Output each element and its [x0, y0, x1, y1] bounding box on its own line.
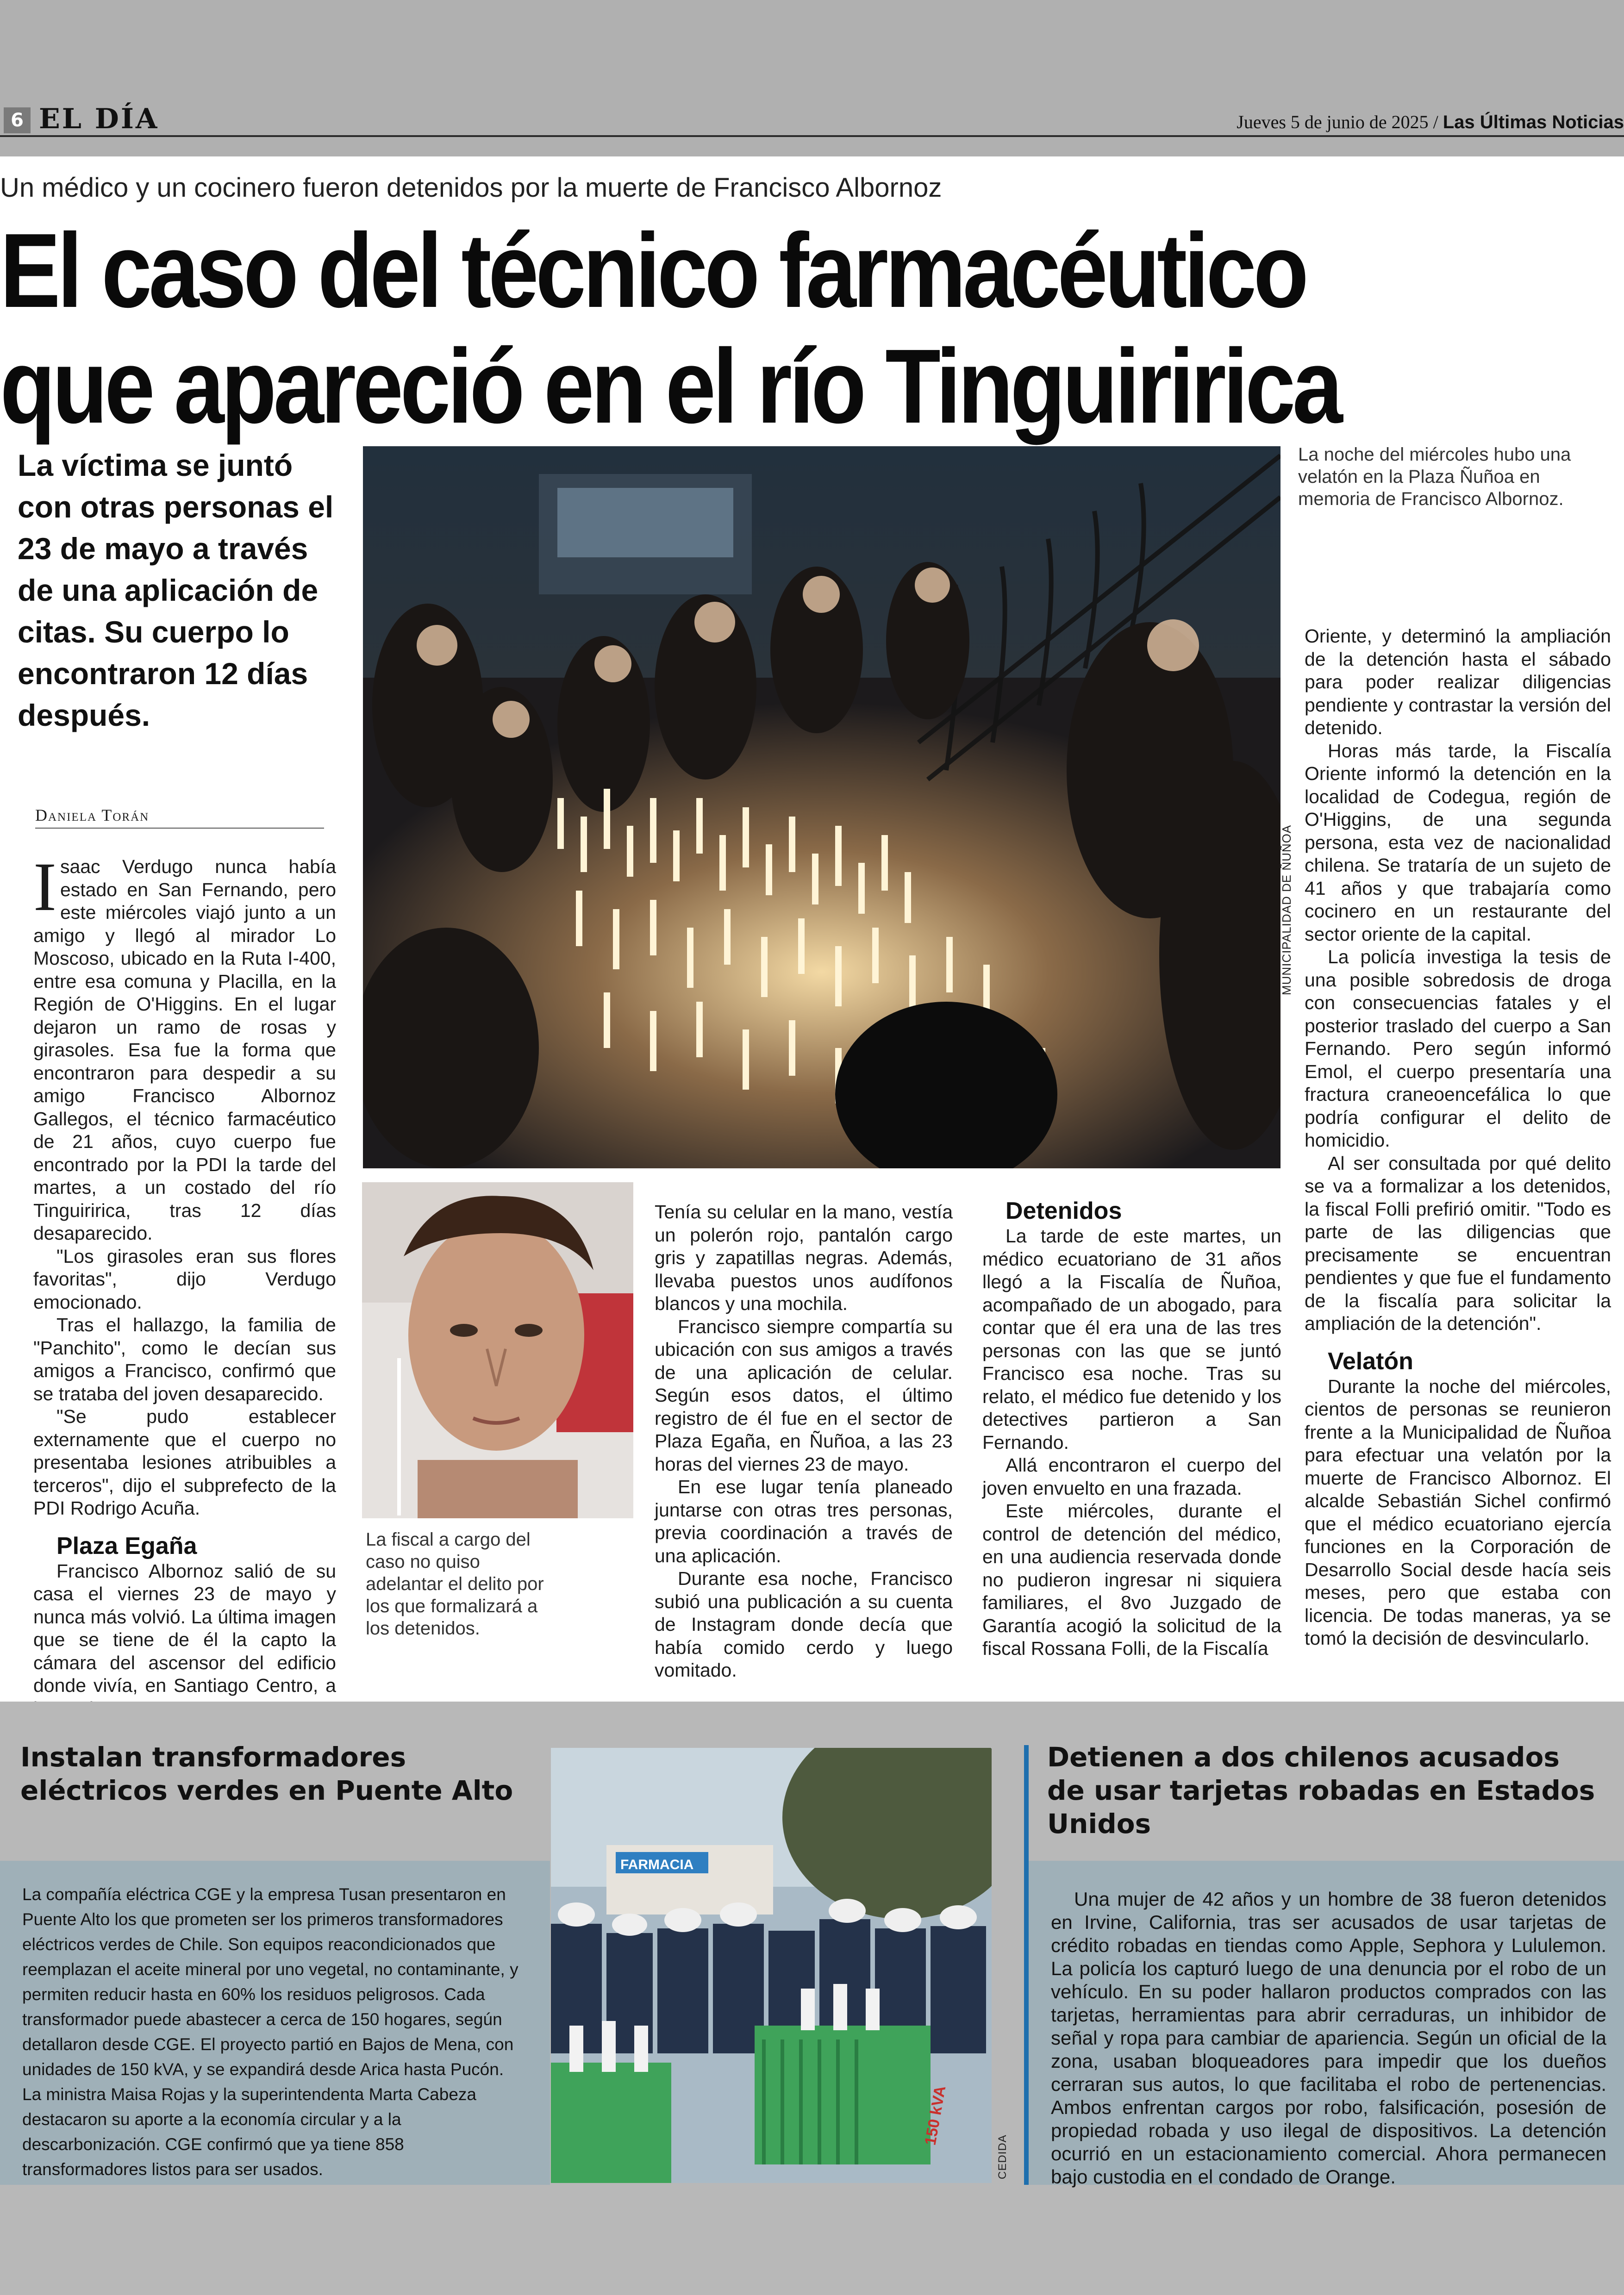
transformer-photo-sign: FARMACIA — [620, 1857, 694, 1872]
vigil-photo — [363, 446, 1280, 1168]
victim-portrait-photo — [362, 1182, 633, 1518]
article-paragraph: Durante la noche del miércoles, cientos de personas se reunieron frente a la Municipalidad de Ñuñoa para efectuar una velatón por la muerte de Francisco Albornoz. El alcalde Sebastián Sichel confirmó que el médico ecuatoriano ejercía funciones en la Corporación de Desarrollo Social desde hacía seis meses, pero que estaba con licencia. De todas maneras, ya se tomó la decisión de desvincularlo. — [1305, 1375, 1611, 1649]
brief-left-title: Instalan transformadores eléctricos verdes en Puente Alto — [20, 1741, 513, 1806]
article-paragraph: Horas más tarde, la Fiscalía Oriente informó la detención en la localidad de Codegua, región de O'Higgins, de una segunda persona, esta vez de nacionalidad chilena. Se trataría de un sujeto de 41 años y que trabajaría como cocinero en un restaurante del sector oriente de la capital. — [1305, 740, 1611, 945]
article-paragraph: Francisco Albornoz salió de su casa el viernes 23 de mayo y nunca más volvió. La última imagen que se tiene de él la capto la cámara del ascensor del edificio donde vivía, en Santiago Centro, a — [33, 1560, 336, 1696]
brief-right-title: Detienen a dos chilenos acusados de usar tarjetas robadas en Estados Unidos — [1047, 1741, 1595, 1840]
page-number: 6 — [4, 107, 31, 133]
article-paragraph — [33, 848, 336, 1245]
transformer-label: 150 kVA — [921, 2084, 949, 2147]
article-column-3 — [655, 1201, 953, 1682]
vigil-photo-caption: La noche del miércoles hubo una velatón en la Plaza Ñuñoa en memoria de Francisco Albornoz. — [1298, 444, 1571, 509]
vigil-photo-credit: MUNICIPALIDAD DE ÑUÑOA — [1280, 824, 1293, 995]
article-kicker: Un médico y un cocinero fueron detenidos por la muerte de Francisco Albornoz — [0, 173, 942, 203]
article-column-5 — [1305, 625, 1611, 1650]
article-standfirst: La víctima se juntó con otras personas el 23 de mayo a través de una aplicación de citas. Su cuerpo lo encontraron 12 días después. — [18, 448, 334, 732]
paragraph-text: saac Verdugo nunca había estado en San Fernando, pero este miércoles viajó junto a un amigo y llegó al mirador Lo Moscoso, ubicado en la Ruta I-400, entre esa comuna y Placilla, en la Región de O'Higgins. En el lugar dejaron un ramo de rosas y girasoles. Esa fue la forma que encontraron para despedir a su amigo Francisco Albornoz Gallegos, el técnico farmacéutico de 21 años, cuyo cuerpo fue encontrado por la PDI la tarde del martes, a un costado del río Tinguiririca, tras 12 días desaparecido. — [33, 856, 336, 1244]
article-subhead: Detenidos — [1006, 1197, 1122, 1224]
article-paragraph: Este miércoles, durante el control de detención del médico, en una audiencia reservada donde no pudieron ingresar ni siquiera familiares, el 8vo Juzgado de Garantía acogió la solicitud de la fiscal Rossana Folli, de la Fiscalía — [982, 1500, 1281, 1659]
section-label: EL DÍA — [39, 103, 159, 135]
brief-right-body: Una mujer de 42 años y un hombre de 38 fueron detenidos en Irvine, California, tras ser acusados de usar tarjetas de crédito robadas en tiendas como Apple, Sephora y Lululemon. La policía los capturó luego de una denuncia por el robo de un vehículo. En su poder hallaron productos comprados con las tarjetas, herramientas para abrir cerraduras, un inhibidor de señal y ropa para cambiar de apariencia. Según un oficial de la zona, usaban bloqueadores para impedir que los dueños cerraran sus autos, lo que facilitaba el robo de pertenencias. Ambos enfrentan cargos por robo, falsificación, posesión de propiedad robada y uso ilegal de dispositivos. La detención ocurrió en un estacionamiento comercial. Ahora permanecen bajo custodia en el condado de Orange. — [1051, 1888, 1606, 2188]
article-paragraph: Allá encontraron el cuerpo del joven envuelto en una frazada. — [982, 1454, 1281, 1499]
article-paragraph: "Se pudo establecer externamente que el cuerpo no presentaba lesiones atribuibles a terceros", dijo el subprefecto de la PDI Rodrigo Acuña. — [33, 1406, 336, 1519]
article-paragraph: La policía investiga la tesis de una posible sobredosis de droga con consecuencias fatales y el posterior traslado del cuerpo a San Fernando. Pero según informó Emol, el cuerpo presentaría una fractura craneoencefálica lo que podría configurar el delito de homicidio. — [1305, 946, 1611, 1151]
article-paragraph: Al ser consultada por qué delito se va a formalizar a los detenidos, la fiscal Folli prefirió omitir. "Todo es parte de las diligencias que precisamente se encuentran pendientes y que fue el fundamento de la fiscalía para solicitar la ampliación de la detención". — [1305, 1152, 1611, 1334]
article-paragraph: Durante esa noche, Francisco subió una publicación a su cuenta de Instagram donde decía que había comido cerdo y luego vomitado. — [655, 1568, 953, 1681]
header-rule — [0, 135, 1624, 137]
header-date: Jueves 5 de junio de 2025 — [1237, 112, 1429, 132]
portrait-photo-caption: La fiscal a cargo del caso no quiso adelantar el delito por los que formalizará a los detenidos. — [366, 1529, 544, 1639]
article-byline: Daniela Torán — [35, 805, 324, 829]
top-band — [0, 0, 1624, 156]
brief-divider — [1024, 1745, 1029, 2185]
header-dateline — [1237, 111, 1624, 133]
article-paragraph: "Los girasoles eran sus flores favoritas", dijo Verdugo emocionado. — [33, 1245, 336, 1313]
article-column-1 — [33, 848, 336, 1720]
transformer-photo-credit: CEDIDA — [996, 2134, 1009, 2179]
article-paragraph: Tenía su celular en la mano, vestía un polerón rojo, pantalón cargo gris y zapatillas negras. Además, llevaba puestos unos audífonos blancos y una mochila. — [655, 1201, 953, 1314]
article-headline: El caso del técnico farmacéutico que apareció en el río Tinguiririca — [0, 212, 1340, 445]
brief-left-body: La compañía eléctrica CGE y la empresa Tusan presentaron en Puente Alto los que prometen ser los primeros transformadores eléctricos verdes de Chile. Son equipos reacondicionados que reemplazan el aceite mineral por uno vegetal, no contaminante, y permiten reducir hasta en 60% los residuos peligrosos. Cada transformador puede abastecer a cerca de 150 hogares, según detallaron desde CGE. El proyecto partió en Bajos de Mena, con unidades de 150 kVA, y se expandirá desde Arica hasta Pucón. La ministra Maisa Rojas y la superintendenta Marta Cabeza destacaron su aporte a la economía circular y a la descarbonización. CGE confirmó que ya tiene 858 transformadores listos para ser usados. — [22, 1885, 518, 2179]
dropcap: I — [33, 848, 56, 925]
vigil-photo-illustration — [363, 446, 1280, 1168]
transformer-photo — [551, 1748, 992, 2183]
article-column-4 — [982, 1197, 1281, 1660]
article-paragraph: La tarde de este martes, un médico ecuatoriano de 31 años llegó a la Fiscalía de Ñuñoa, acompañado de un abogado, para contar que él era una de las tres personas con las que se juntó Francisco esa noche. Tras su relato, el médico fue detenido y los detectives partieron a San Fernando. — [982, 1225, 1281, 1453]
transformer-illustration — [551, 1748, 992, 2183]
article-subhead: Plaza Egaña — [56, 1532, 197, 1559]
article-paragraph: Tras el hallazgo, la familia de "Panchito", como le decían sus amigos a Francisco, confirmó que se trataba del joven desaparecido. — [33, 1314, 336, 1404]
article-paragraph: Francisco siempre compartía su ubicación con sus amigos a través de una aplicación de celular. Según esos datos, el último registro de él fue en el sector de Plaza Egaña, en Ñuñoa, a las 23 horas del viernes 23 de mayo. — [655, 1316, 953, 1475]
portrait-illustration — [362, 1182, 633, 1518]
article-subhead: Velatón — [1328, 1347, 1413, 1375]
article-paragraph: Oriente, y determinó la ampliación de la detención hasta el sábado para poder realizar diligencias pendiente y contrastar la versión del detenido. — [1305, 625, 1611, 738]
article-paragraph: En ese lugar tenía planeado juntarse con otras tres personas, previa coordinación a través de una aplicación. — [655, 1476, 953, 1566]
header-separator: / — [1433, 112, 1438, 132]
header-publication: Las Últimas Noticias — [1443, 112, 1624, 132]
